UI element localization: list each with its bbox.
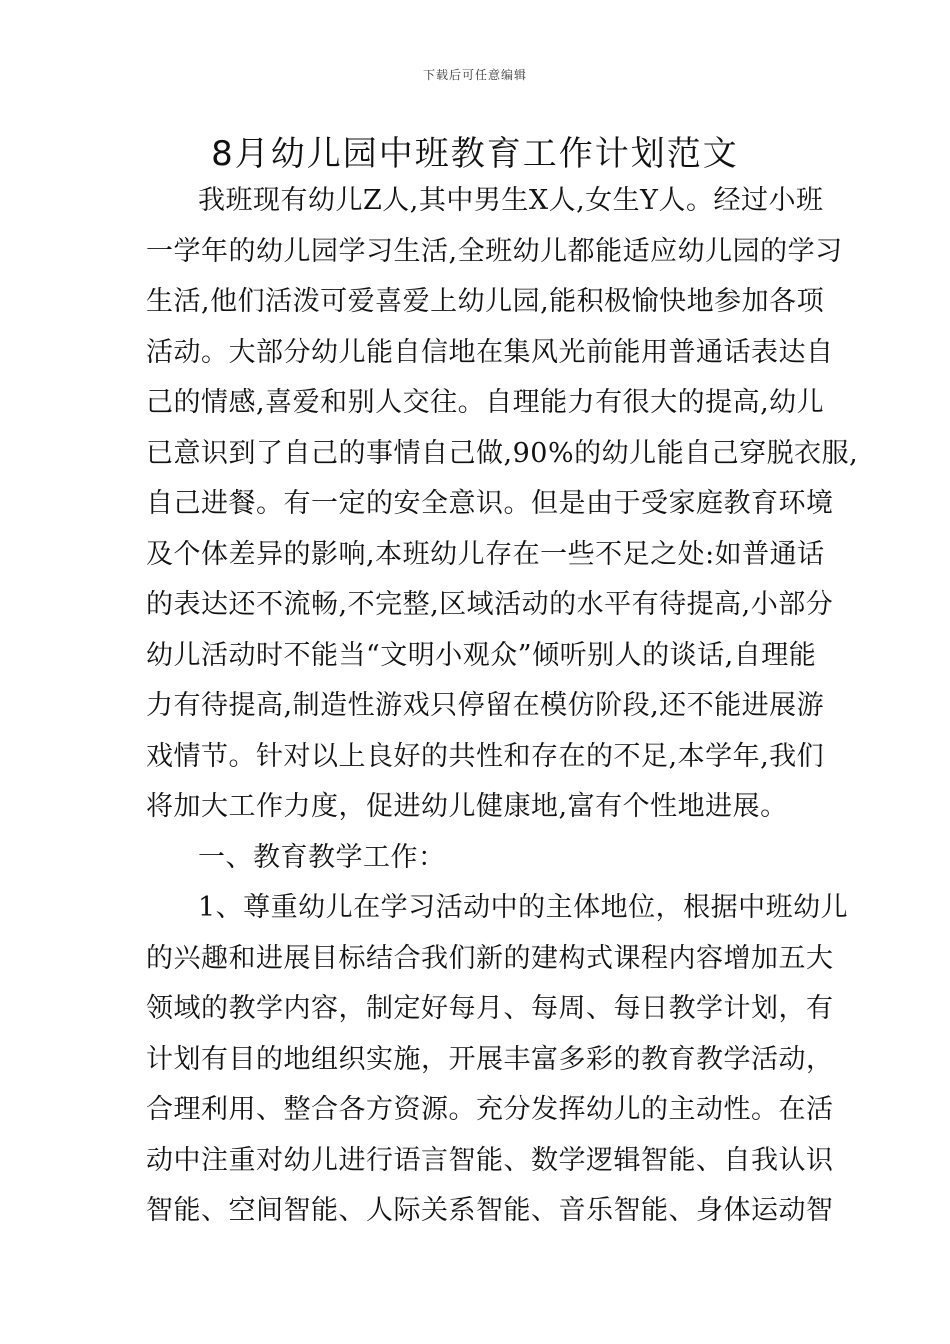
paragraph-line: 动中注重对幼儿进行语言智能、数学逻辑智能、自我认识 xyxy=(146,1144,834,1176)
paragraph-line: 我班现有幼儿Z人,其中男生X人,女生Y人。经过小班 xyxy=(198,185,824,216)
paragraph-line: 及个体差异的影响,本班幼儿存在一些不足之处:如普通话 xyxy=(146,538,825,570)
document-body xyxy=(146,176,859,1237)
paragraph-line: 力有待提高,制造性游戏只停留在模仿阶段,还不能进展游 xyxy=(146,690,825,721)
paragraph-line: 一学年的幼儿园学习生活,全班幼儿都能适应幼儿园的学习 xyxy=(146,235,843,267)
header-note: 下载后可任意编辑 xyxy=(422,68,527,82)
paragraph-line: 自己进餐。有一定的安全意识。但是由于受家庭教育环境 xyxy=(146,488,834,519)
paragraph-line: 的兴趣和进展目标结合我们新的建构式课程内容增加五大 xyxy=(146,942,834,974)
paragraph-line: 计划有目的地组织实施，开展丰富多彩的教育教学活动， xyxy=(146,1043,834,1075)
paragraph-line: 将加大工作力度，促进幼儿健康地,富有个性地进展。 xyxy=(146,791,788,822)
paragraph-line: 智能、空间智能、人际关系智能、音乐智能、身体运动智 xyxy=(146,1195,834,1226)
paragraph-line: 活动。大部分幼儿能自信地在集风光前能用普通话表达自 xyxy=(146,336,834,368)
paragraph-line: 已意识到了自己的事情自己做,90%的幼儿能自己穿脱衣服, xyxy=(146,437,859,469)
paragraph-line: 1、尊重幼儿在学习活动中的主体地位，根据中班幼儿 xyxy=(198,892,849,923)
paragraph-line: 戏情节。针对以上良好的共性和存在的不足,本学年,我们 xyxy=(146,740,825,772)
paragraph-line: 合理利用、整合各方资源。充分发挥幼儿的主动性。在活 xyxy=(146,1094,834,1125)
paragraph-line: 领域的教学内容，制定好每月、每周、每日教学计划，有 xyxy=(146,993,834,1024)
paragraph-line: 的表达还不流畅,不完整,区域活动的水平有待提高,小部分 xyxy=(146,589,834,620)
paragraph-line: 生活,他们活泼可爱喜爱上幼儿园,能积极愉快地参加各项 xyxy=(146,286,825,317)
document-title: 8月幼儿园中班教育工作计划范文 xyxy=(211,134,739,174)
paragraph-line: 幼儿活动时不能当“文明小观众”倾听别人的谈话,自理能 xyxy=(146,639,817,671)
paragraph-line: 己的情感,喜爱和别人交往。自理能力有很大的提高,幼儿 xyxy=(146,387,825,418)
section-heading: 一、教育教学工作： xyxy=(198,841,446,873)
